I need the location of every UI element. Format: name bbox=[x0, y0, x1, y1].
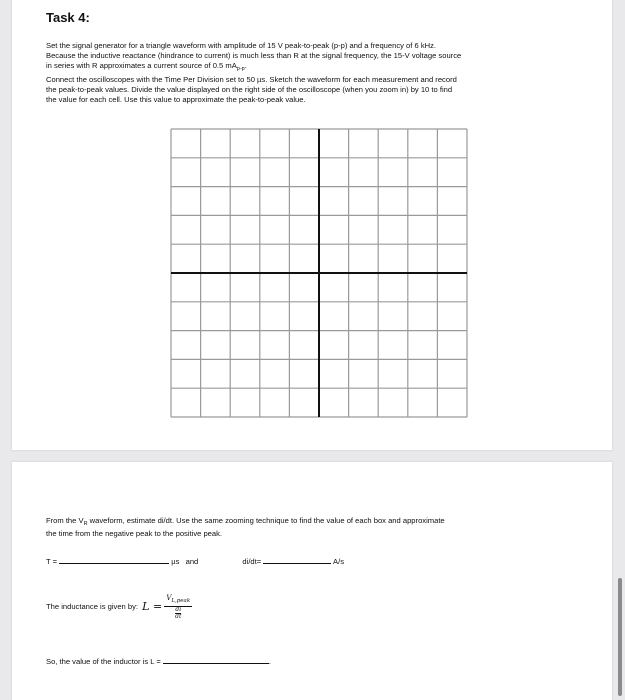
conclusion-label: So, the value of the inductor is L = bbox=[46, 657, 161, 666]
document-page-2 bbox=[12, 462, 612, 700]
l-symbol: L = bbox=[142, 600, 163, 613]
scrollbar[interactable] bbox=[618, 578, 622, 696]
oscilloscope-grid bbox=[169, 127, 469, 419]
t-unit: µs bbox=[171, 557, 180, 566]
instruction-line: in series with R approximates a current source of 0.5 $mA_{p-p}$. bbox=[46, 61, 247, 73]
task-instructions bbox=[46, 41, 606, 105]
didt-question: From the $V_R$ waveform, estimate di/dt. Use the same zooming technique to find the value of each box and approximate the time from the negative peak to the positive peak. bbox=[46, 516, 445, 539]
inductance-formula bbox=[46, 593, 606, 627]
t-label: T = bbox=[46, 557, 58, 566]
didt-unit: A/s bbox=[333, 557, 345, 566]
fraction-denominator: $\frac{di}{dt}$ bbox=[175, 606, 182, 621]
instruction-line: Set the signal generator for a triangle waveform with amplitude of 15 V peak-to-peak (p-p) and a frequency of 6 kHz. bbox=[46, 41, 437, 50]
instruction-line: the peak-to-peak values. Divide the value displayed on the right side of the oscilloscope (when you zoom in) by 10 to find bbox=[46, 84, 453, 94]
t-answer-field[interactable] bbox=[59, 555, 169, 564]
document-page-1 bbox=[12, 0, 612, 450]
inductor-answer-field[interactable] bbox=[163, 655, 269, 664]
task-title: Task 4: bbox=[46, 10, 90, 25]
and-label: and bbox=[185, 557, 199, 566]
didt-answer-field[interactable] bbox=[263, 555, 331, 564]
inductance-fraction bbox=[164, 593, 192, 621]
instruction-line: Because the inductive reactance (hindrance to current) is much less than R at the signal frequency, the 15-V voltage source bbox=[46, 51, 462, 61]
inductance-label: The inductance is given by: bbox=[46, 602, 139, 611]
instruction-line: Connect the oscilloscopes with the Time Per Division set to 50 µs. Sketch the waveform for each measurement and record bbox=[46, 74, 457, 84]
fraction-numerator: $V_{L,peak}$ bbox=[164, 593, 192, 607]
conclusion-line: So, the value of the inductor is L = . bbox=[46, 657, 272, 666]
didt-label: di/dt= bbox=[242, 557, 262, 566]
instruction-line: the value for each cell. Use this value to approximate the peak-to-peak value. bbox=[46, 95, 306, 105]
answer-line bbox=[46, 555, 606, 567]
